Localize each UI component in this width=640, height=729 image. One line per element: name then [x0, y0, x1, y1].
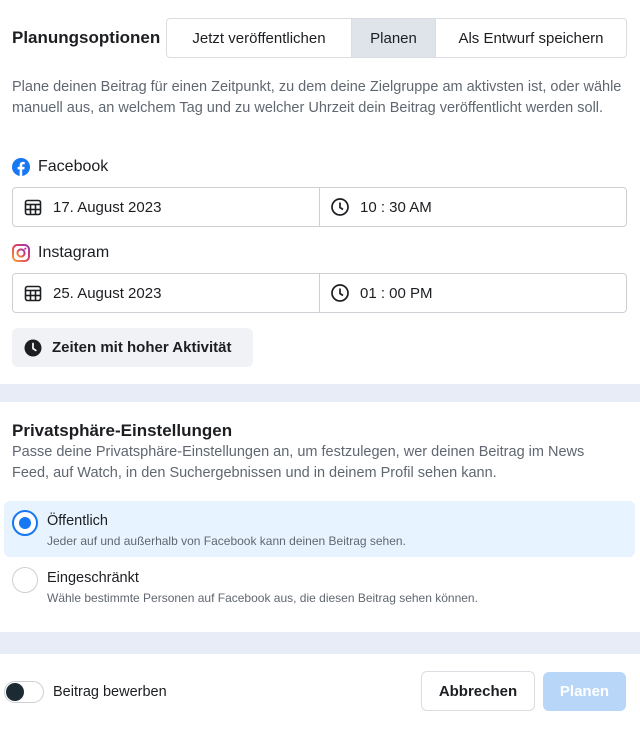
privacy-option-subtitle: Jeder auf und außerhalb von Facebook kann deinen Beitrag sehen.	[47, 534, 406, 548]
instagram-date-field[interactable]	[13, 274, 320, 312]
facebook-platform-label	[12, 158, 108, 176]
privacy-option-title: Öffentlich	[47, 513, 108, 529]
instagram-platform-label	[12, 244, 109, 262]
radio-restricted[interactable]	[12, 567, 38, 593]
instagram-time-field[interactable]	[320, 274, 626, 312]
instagram-schedule-row	[12, 273, 627, 313]
schedule-submit-button[interactable]: Planen	[543, 672, 626, 711]
calendar-icon	[23, 197, 43, 217]
privacy-option-title: Eingeschränkt	[47, 570, 139, 586]
instagram-icon	[12, 244, 30, 262]
clock-icon	[330, 197, 350, 217]
tab-save-draft[interactable]: Als Entwurf speichern	[458, 29, 604, 47]
section-divider	[0, 632, 640, 654]
facebook-time-value: 10 : 30 AM	[360, 198, 432, 216]
privacy-option-restricted[interactable]	[4, 558, 635, 614]
publish-mode-tabs	[166, 18, 627, 58]
facebook-date-field[interactable]	[13, 188, 320, 226]
facebook-schedule-row	[12, 187, 627, 227]
privacy-option-subtitle: Wähle bestimmte Personen auf Facebook aus, die diesen Beitrag sehen können.	[47, 591, 478, 605]
calendar-icon	[23, 283, 43, 303]
privacy-option-public[interactable]	[4, 501, 635, 557]
instagram-label: Instagram	[38, 244, 110, 261]
facebook-time-field[interactable]	[320, 188, 626, 226]
facebook-date-value: 17. August 2023	[53, 198, 162, 216]
toggle-knob	[6, 683, 24, 701]
high-activity-times-button[interactable]	[12, 328, 253, 367]
tab-publish-now[interactable]: Jetzt veröffentlichen	[167, 19, 352, 57]
scheduling-title: Planungsoptionen	[12, 28, 161, 47]
clock-filled-icon	[24, 339, 42, 357]
boost-post-toggle[interactable]	[4, 681, 44, 703]
scheduling-description: Plane deinen Beitrag für einen Zeitpunkt, zu dem deine Zielgruppe am aktivsten ist, oder wähle manuell aus, an welchem Tag und zu welcher Uhrzeit dein Beitrag veröffentlicht werden soll.	[12, 79, 622, 116]
privacy-title: Privatsphäre-Einstellungen	[12, 421, 233, 440]
cancel-button[interactable]: Abbrechen	[421, 671, 535, 711]
facebook-icon	[12, 158, 30, 176]
high-activity-times-label: Zeiten mit hoher Aktivität	[52, 339, 232, 356]
section-divider	[0, 384, 640, 402]
tab-schedule[interactable]: Planen	[352, 19, 436, 57]
radio-public[interactable]	[12, 510, 38, 536]
privacy-description: Passe deine Privatsphäre-Einstellungen an, um festzulegen, wer deinen Beitrag im News Feed, auf Watch, in den Suchergebnissen und in deinem Profil sehen kann.	[12, 444, 585, 481]
instagram-date-value: 25. August 2023	[53, 284, 162, 302]
facebook-label: Facebook	[38, 158, 109, 175]
instagram-time-value: 01 : 00 PM	[360, 284, 433, 302]
boost-post-label: Beitrag bewerben	[53, 684, 167, 700]
clock-icon	[330, 283, 350, 303]
